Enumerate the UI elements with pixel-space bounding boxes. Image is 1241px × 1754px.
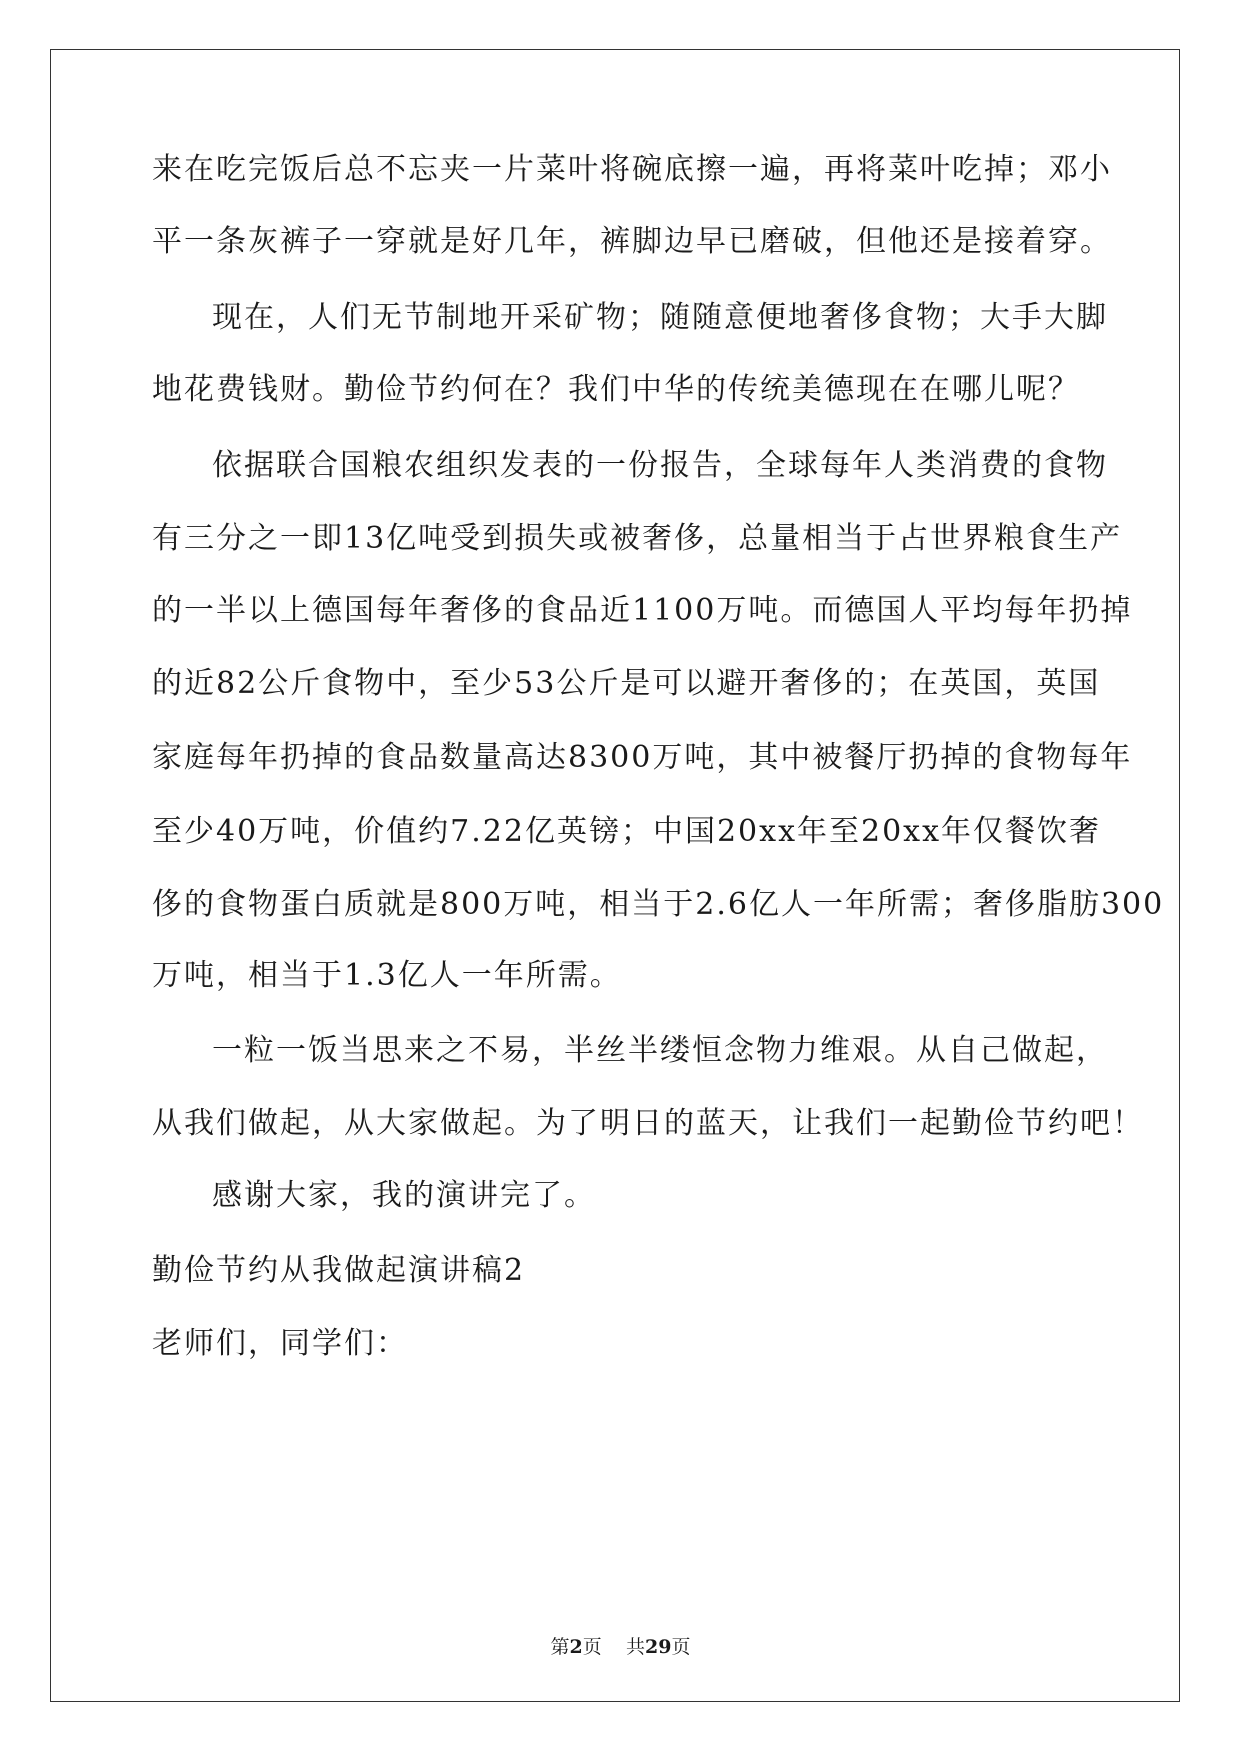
salutation: 老师们，同学们： (152, 1326, 408, 1361)
paragraph-2-line-2: 地花费钱财。勤俭节约何在？我们中华的传统美德现在在哪儿呢？ (152, 372, 1080, 407)
footer-page-suffix: 页 (582, 1636, 602, 1658)
paragraph-3-line-8: 万吨，相当于1.3亿人一年所需。 (152, 958, 622, 993)
footer-page-number: 2 (569, 1636, 583, 1658)
page-footer (0, 1632, 1241, 1659)
footer-total-prefix: 共 (625, 1636, 645, 1658)
closing-line: 感谢大家，我的演讲完了。 (212, 1178, 596, 1213)
section-title: 勤俭节约从我做起演讲稿2 (152, 1253, 526, 1288)
footer-total-suffix: 页 (671, 1636, 691, 1658)
paragraph-3-line-1: 依据联合国粮农组织发表的一份报告，全球每年人类消费的食物 (212, 448, 1108, 483)
paragraph-3-line-6: 至少40万吨，价值约7.22亿英镑；中国20xx年至20xx年仅餐饮奢 (152, 814, 1101, 849)
footer-page-prefix: 第 (550, 1636, 570, 1658)
footer-total-pages: 29 (644, 1636, 672, 1658)
paragraph-3-line-7: 侈的食物蛋白质就是800万吨，相当于2.6亿人一年所需；奢侈脂肪300 (152, 887, 1165, 922)
body-line-2: 平一条灰裤子一穿就是好几年，裤脚边早已磨破，但他还是接着穿。 (152, 224, 1112, 259)
paragraph-4-line-2: 从我们做起，从大家做起。为了明日的蓝天，让我们一起勤俭节约吧！ (152, 1106, 1144, 1141)
body-line-1: 来在吃完饭后总不忘夹一片菜叶将碗底擦一遍，再将菜叶吃掉；邓小 (152, 152, 1112, 187)
paragraph-4-line-1: 一粒一饭当思来之不易，半丝半缕恒念物力维艰。从自己做起， (212, 1033, 1108, 1068)
paragraph-3-line-3: 的一半以上德国每年奢侈的食品近1100万吨。而德国人平均每年扔掉 (152, 593, 1133, 628)
paragraph-3-line-4: 的近82公斤食物中，至少53公斤是可以避开奢侈的；在英国，英国 (152, 666, 1101, 701)
paragraph-3-line-5: 家庭每年扔掉的食品数量高达8300万吨，其中被餐厅扔掉的食物每年 (152, 740, 1133, 775)
paragraph-3-line-2: 有三分之一即13亿吨受到损失或被奢侈，总量相当于占世界粮食生产 (152, 521, 1123, 556)
paragraph-2-line-1: 现在，人们无节制地开采矿物；随随意便地奢侈食物；大手大脚 (212, 300, 1108, 335)
page-frame (50, 49, 1180, 1702)
